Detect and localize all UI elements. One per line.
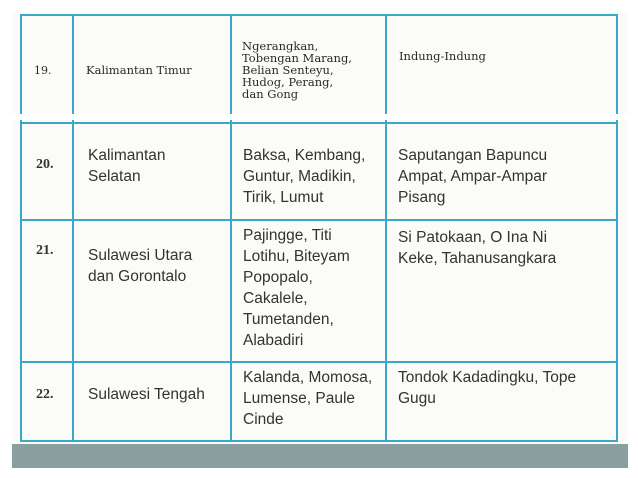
grid-line [20,440,618,442]
grid-line [20,219,618,221]
footer-bar [12,444,628,468]
scan-gap [12,114,628,120]
province-cell: Kalimantan Selatan [88,147,166,185]
province-cell: Sulawesi Utara dan Gorontalo [88,247,193,285]
grid-line [20,14,618,16]
dance-cell: Pajingge, Titi Lotihu, Biteyam Popopalo, Cakalele, Tumetanden, Alabadiri [243,227,350,349]
grid-line [20,14,22,442]
row-number: 22. [36,387,54,402]
grid-line [230,14,232,442]
song-cell: Si Patokaan, O Ina Ni Keke, Tahanusangkara [398,229,557,267]
grid-line [72,14,74,442]
song-cell: Tondok Kadadingku, Tope Gugu [398,369,577,407]
province-cell: Sulawesi Tengah [88,386,205,403]
row-number: 21. [36,243,54,258]
row-number: 19. [34,64,52,77]
grid-line [20,122,618,124]
dance-cell: Ngerangkan, Tobengan Marang, Belian Senteyu, Hudog, Perang, dan Gong [242,39,352,101]
song-cell: Saputangan Bapuncu Ampat, Ampar-Ampar Pisang [398,147,548,206]
dance-cell: Kalanda, Momosa, Lumense, Paule Cinde [243,369,373,428]
grid-line [616,14,618,442]
row-number: 20. [36,157,54,172]
dance-cell: Baksa, Kembang, Guntur, Madikin, Tirik, Lumut [243,147,366,206]
grid-line [20,361,618,363]
song-cell: Indung-Indung [399,49,486,63]
province-cell: Kalimantan Timur [86,63,192,77]
grid-line [385,14,387,442]
